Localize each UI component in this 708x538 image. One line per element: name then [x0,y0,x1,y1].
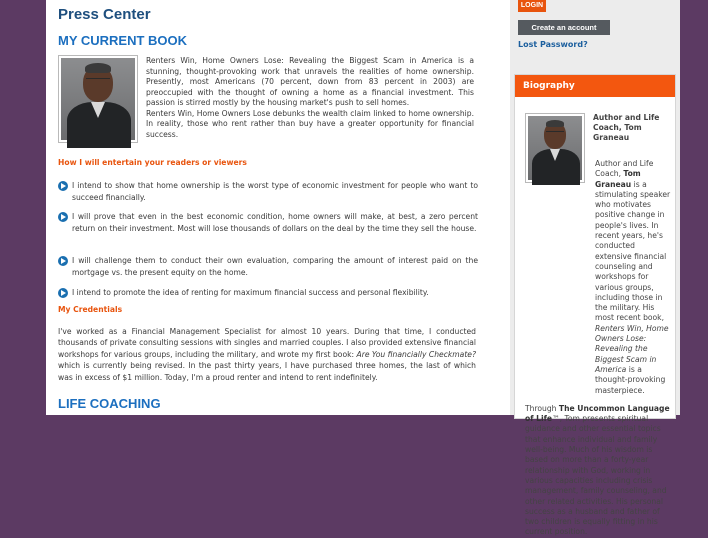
list-item: I intend to show that home ownership is the worst type of economic investment for people who want to succeed financially. [58,180,478,204]
arrow-right-circle-icon [58,288,68,298]
book-paragraph-1: Renters Win, Home Owners Lose: Revealing the Biggest Scam in America is a stunning, thought-provoking work that unravels the realities of home ownership. Presently, most Americans (70 percent, down from 83 percent in 2003) are preoccupied with the thought of owning a home as a financial investment. This passion is stirred mostly by the housing market's push to sell homes. [146,56,474,107]
life-coaching-heading: LIFE COACHING [58,396,161,411]
arrow-right-circle-icon [58,181,68,191]
author-portrait-image [61,58,135,140]
bio-paragraph-2: Through The Uncommon Language of Life™, Tom presents spiritual guidance and other essential topics that enhance individual and family well-being. Much of his wisdom is based on more than a forty-year relationship with God, working in various capacities including crisis management, family counseling, and other related activities. His personal success as a husband and father of two children is equally fitting in his current position. [525,403,670,537]
page-content [46,0,680,537]
biography-panel [514,74,676,537]
author-photo [58,55,138,143]
list-item: I intend to promote the idea of renting for maximum financial success and personal flexibility. [58,287,478,299]
arrow-right-circle-icon [58,212,68,222]
arrow-right-circle-icon [58,256,68,266]
biography-text [525,159,671,538]
book-description [146,56,474,140]
current-book-heading: MY CURRENT BOOK [58,33,188,48]
biography-title: Biography [515,75,675,97]
create-account-button[interactable]: Create an account [518,20,610,35]
lost-password-link[interactable]: Lost Password? [518,40,588,49]
list-item: I will challenge them to conduct their own evaluation, comparing the amount of interest paid on the mortgage vs. the present equity on the home. [58,255,478,279]
main-column [58,0,478,415]
entertain-heading: How I will entertain your readers or viewers [58,158,247,167]
list-item: I will prove that even in the best economic condition, home owners will make, at best, a zero percent return on their investment. Most will lose thousands of dollars on the deal by the time they sell the house. [58,211,478,235]
login-button[interactable]: LOGIN [518,0,546,12]
bio-author-name: Author and Life Coach, Tom Graneau [593,113,660,142]
page-title: Press Center [58,6,151,23]
book-paragraph-2: Renters Win, Home Owners Lose debunks the wealth claim linked to home ownership. In reality, those who rent rather than buy have a greater opportunity for financial success. [146,108,474,139]
sidebar [510,0,680,537]
credentials-heading: My Credentials [58,305,123,314]
bio-paragraph-1: Author and Life Coach, Tom Graneau is a stimulating speaker who motivates positive change in people's lives. In recent years, he's conducted extensive financial counseling and workshops for various groups, including those in the military. His most recent book, Renters Win, Home Owners Lose: Revealing the Biggest Scam in America is a thought-provoking masterpiece. [595,159,671,395]
credentials-text: I've worked as a Financial Management Specialist for almost 10 years. During that time, I conducted thousands of private consulting sessions with singles and married couples. I also provided extensive financial workshops for various groups, including the military, and wrote my first book: Are You financially Checkmate? which is currently being revised. In the past thirty years, I have purchased three homes, the last of which was in excess of $1 million. Today, I'm a proud renter and intend to rent indefinitely. [58,327,476,382]
